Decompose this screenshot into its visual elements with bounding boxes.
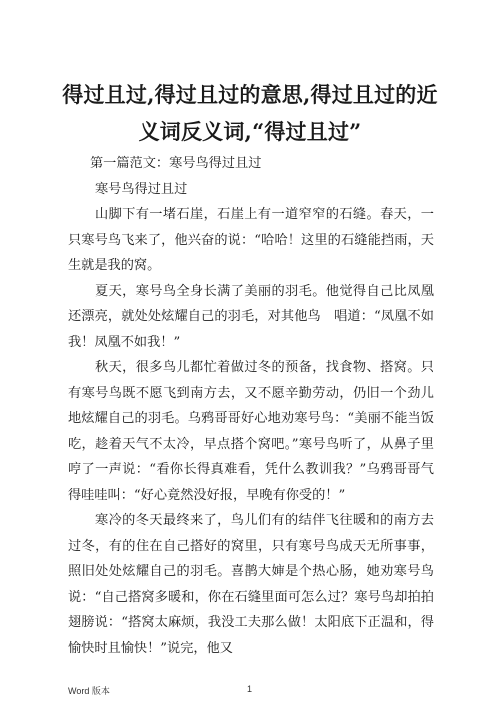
document-title: 得过且过,得过且过的意思,得过且过的近义词反义词,“得过且过” [62,82,438,144]
paragraph: 夏天，寒号鸟全身长满了美丽的羽毛。他觉得自己比凤凰还漂亮，就处处炫耀自己的羽毛，对其他鸟 唱道：“凤凰不如我！凤凰不如我！” [68,283,434,350]
document-body [68,151,434,661]
story-title: 寒号鸟得过且过 [95,181,188,197]
paragraph: 寒冷的冬天最终来了，鸟儿们有的结伴飞往暖和的南方去过冬，有的住在自己搭好的窝里，只有寒号鸟成天无所事事，照旧处处炫耀自己的羽毛。喜鹊大婶是个热心肠，她劝寒号鸟说：“自己搭窝多暖和，你在石缝里面可怎么过？寒号鸟却拍拍翅膀说：“搭窝太麻烦，我没工夫那么做！太阳底下正温和，得愉快时且愉快！”说完，他又 [68,513,434,656]
paragraph: 山脚下有一堵石崖，石崖上有一道窄窄的石缝。春天，一只寒号鸟飞来了，他兴奋的说：“哈哈！这里的石缝能挡雨，天生就是我的窝。 [68,207,434,273]
page-number: 1 [247,684,253,694]
footer-label: Word 版本 [68,686,110,696]
paragraph: 秋天，很多鸟儿都忙着做过冬的预备，找食物、搭窝。只有寒号鸟既不愿飞到南方去，又不愿辛勤劳动，仍旧一个劲儿地炫耀自己的羽毛。乌鸦哥哥好心地劝寒号鸟：“美丽不能当饭吃，趁着天气不太冷，早点搭个窝吧。”寒号鸟听了，从鼻子里哼了一声说：“看你长得真难看，凭什么教训我？”乌鸦哥哥气得哇哇叫：“好心竟然没好报，早晚有你受的！” [68,360,434,503]
section-heading: 第一篇范文：寒号鸟得过且过 [90,156,262,171]
